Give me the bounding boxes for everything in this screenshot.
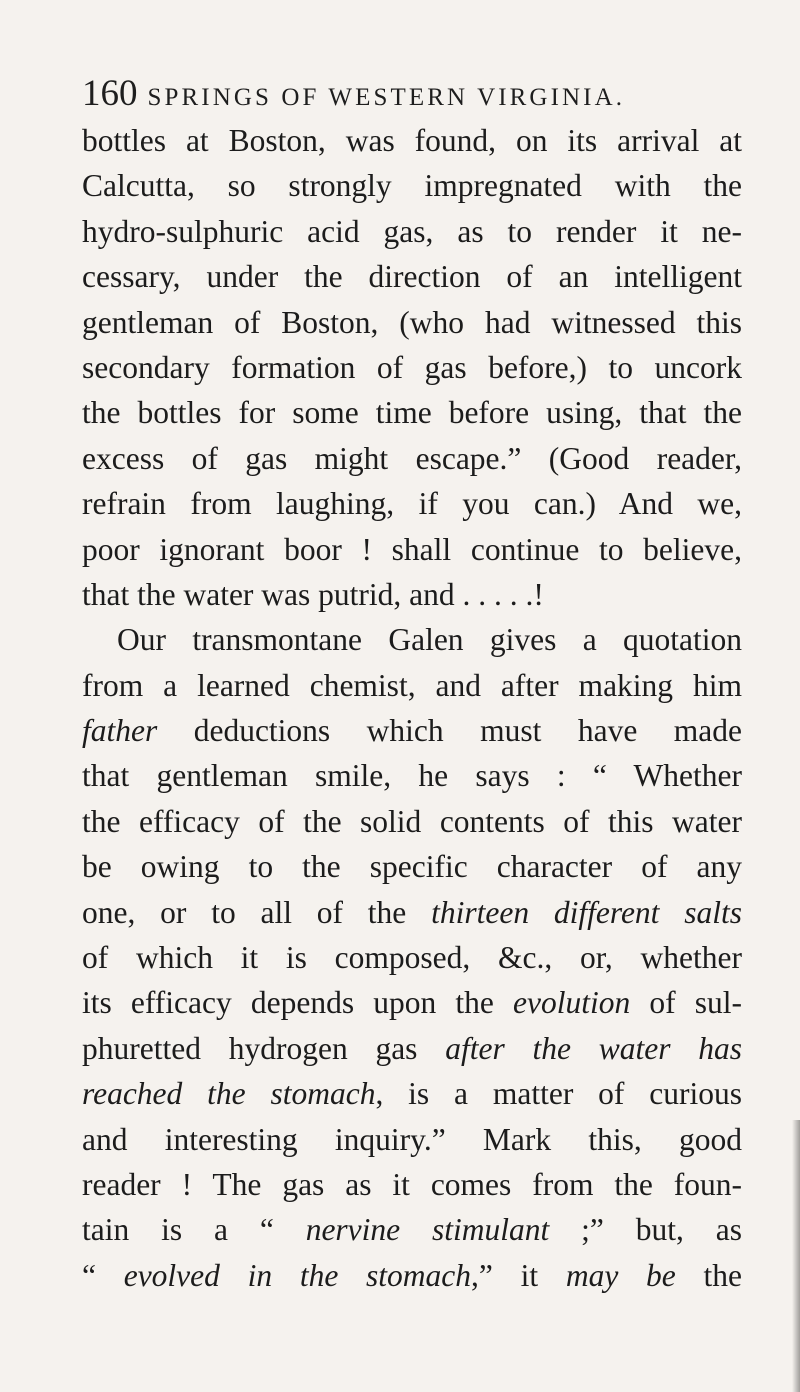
text-line [82,663,742,708]
text-line [82,1253,742,1298]
text-run: deductions which must have made [157,713,742,749]
text-run: the [675,1257,743,1293]
text-line [82,799,742,844]
text-run: ;” but, as [549,1212,742,1248]
text-line [82,1162,742,1207]
text-run: and interesting inquiry.” Mark this, good [82,1121,742,1157]
italic-text: father [82,713,158,749]
text-line [82,1117,742,1162]
text-run: refrain from laughing, if you can.) And we, [82,486,742,522]
text-line [82,935,742,980]
text-run: its efficacy depends upon the [82,985,513,1021]
text-line [82,753,742,798]
text-run: Our transmontane Galen gives a quotation [117,622,742,658]
text-line [82,345,742,390]
text-run: tain is a “ [82,1212,306,1248]
italic-text: thirteen different salts [431,894,742,930]
text-run: the bottles for some time before using, that the [82,395,742,431]
text-run: bottles at Boston, was found, on its arrival at [82,123,742,158]
page-number: 160 [82,73,138,114]
text-line [82,209,742,254]
text-line [82,617,742,662]
text-line [82,481,742,526]
text-run: of which it is composed, &c., or, whether [82,940,742,976]
text-run: Calcutta, so strongly impregnated with the [82,168,742,204]
italic-text: after the water has [445,1030,742,1066]
text-run: poor ignorant boor ! shall continue to believe, [82,531,742,567]
text-run: from a learned chemist, and after making him [82,667,742,703]
text-run: “ [82,1257,124,1293]
running-head [82,72,722,115]
text-run: secondary formation of gas before,) to uncork [82,349,742,385]
text-run: one, or to all of the [82,894,432,930]
text-line [82,163,742,208]
running-title: SPRINGS OF WESTERN VIRGINIA. [147,84,626,111]
text-run: reader ! The gas as it comes from the foun- [82,1166,742,1202]
text-line [82,844,742,889]
text-run: cessary, under the direction of an intelligent [82,259,742,295]
text-line [82,890,742,935]
text-line [82,300,742,345]
text-line [82,708,742,753]
text-run: phuretted hydrogen gas [82,1030,446,1066]
text-line [82,436,742,481]
text-line [82,527,742,572]
italic-text: reached the stomach [82,1076,376,1112]
text-line [82,1207,742,1252]
text-line [82,254,742,299]
page-edge-shadow [792,1120,800,1392]
body-text [82,118,742,1298]
text-line [82,572,742,617]
text-run: of sul- [630,985,742,1021]
text-run: , is a matter of curious [375,1076,742,1112]
text-run: hydro-sulphuric acid gas, as to render it ne- [82,213,742,249]
text-run: ,” it [471,1257,566,1293]
text-line [82,118,742,163]
text-line [82,390,742,435]
text-run: gentleman of Boston, (who had witnessed this [82,304,742,340]
italic-text: nervine stimulant [305,1212,550,1248]
text-line [82,1071,742,1116]
text-run: excess of gas might escape.” (Good reader, [82,440,742,476]
italic-text: evolution [513,985,631,1021]
text-line [82,1026,742,1071]
text-run: that gentleman smile, he says : “ Whether [82,758,742,794]
text-run: the efficacy of the solid contents of this water [82,803,742,839]
text-run: that the water was putrid, and . . . . .! [82,576,544,612]
italic-text: may be [565,1257,676,1293]
italic-text: evolved in the stomach [123,1257,472,1293]
text-run: be owing to the specific character of any [82,849,742,885]
text-line [82,980,742,1025]
